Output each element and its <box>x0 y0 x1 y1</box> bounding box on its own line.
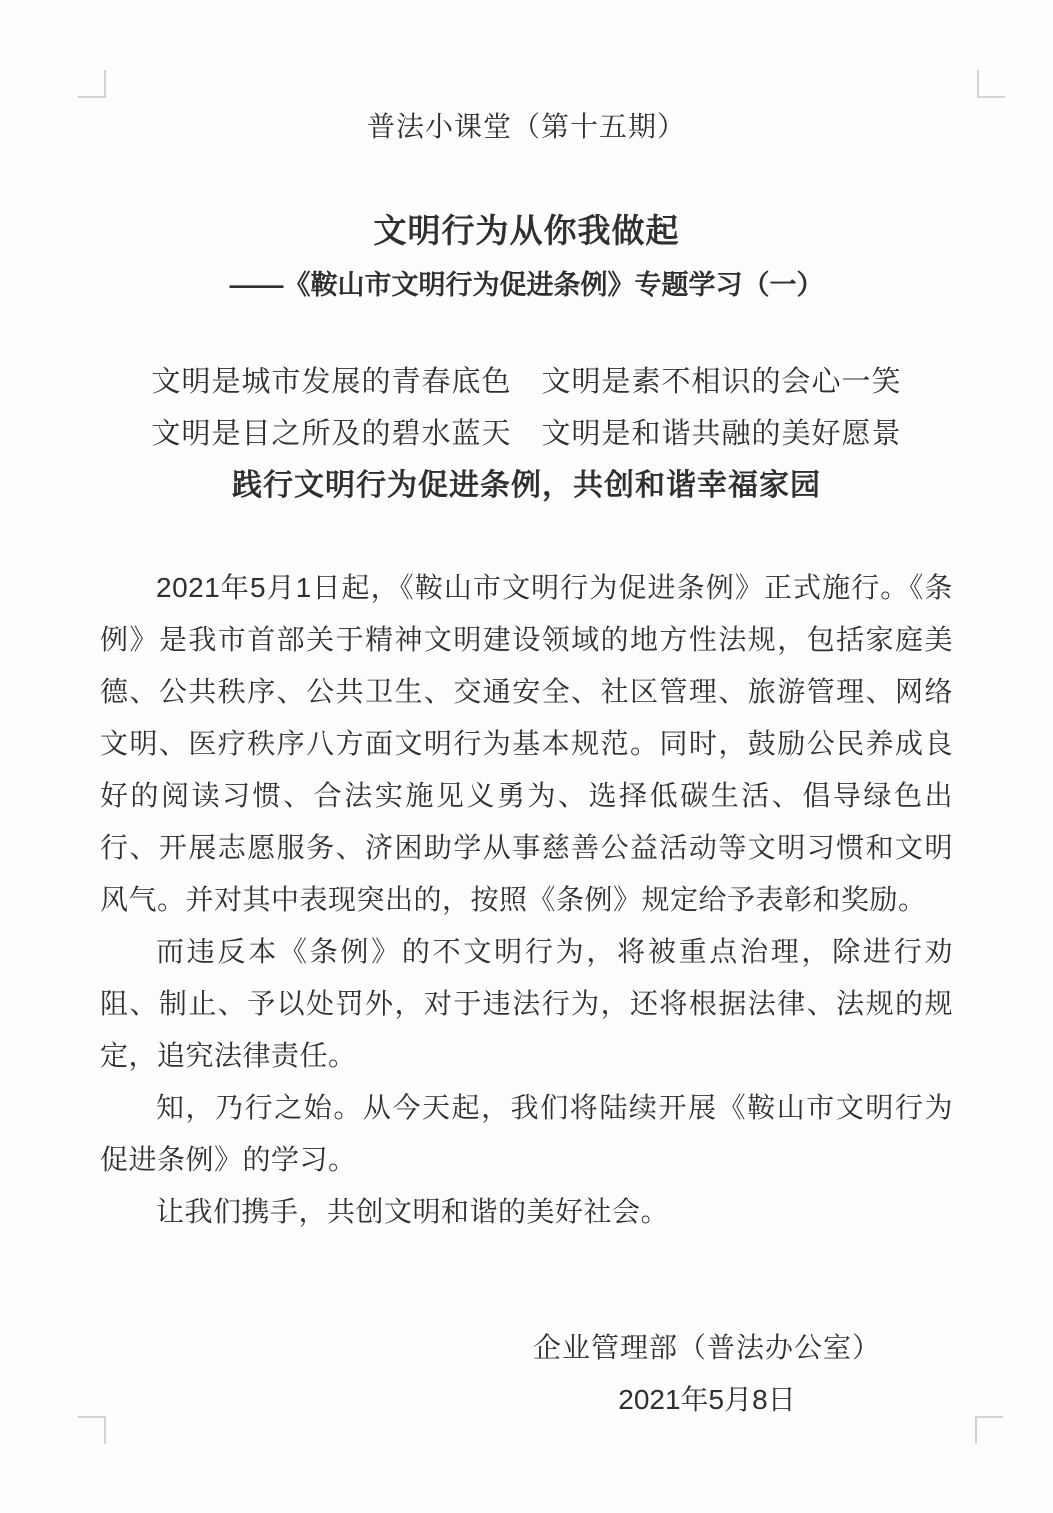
signature-department: 企业管理部（普法办公室） <box>532 1332 881 1363</box>
poem-block <box>100 356 953 512</box>
signature-block <box>533 1324 881 1424</box>
poem-line-2: 文明是目之所及的碧水蓝天 文明是和谐共融的美好愿景 <box>151 418 902 450</box>
poem-line-1: 文明是城市发展的青春底色 文明是素不相识的会心一笑 <box>151 366 902 398</box>
corner-mark-bottom-right <box>975 1416 1003 1444</box>
body-paragraph: 知，乃行之始。从今天起，我们将陆续开展《鞍山市文明行为促进条例》的学习。 <box>100 1092 953 1175</box>
corner-mark-top-left <box>78 70 106 98</box>
corner-mark-bottom-left <box>78 1416 106 1444</box>
body-paragraph: 让我们携手，共创文明和谐的美好社会。 <box>156 1196 670 1227</box>
doc-title: 文明行为从你我做起 <box>373 212 680 249</box>
body-text <box>100 562 953 1238</box>
signature-date: 2021年5月8日 <box>618 1384 796 1415</box>
doc-subtitle: ——《鞍山市文明行为促进条例》专题学习（一） <box>229 270 824 300</box>
body-paragraph: 2021年5月1日起，《鞍山市文明行为促进条例》正式施行。《条例》是我市首部关于精神文明建设领域的地方性法规，包括家庭美德、公共秩序、公共卫生、交通安全、社区管理、旅游管理、网络文明、医疗秩序八方面文明行为基本规范。同时，鼓励公民养成良好的阅读习惯、合法实施见义勇为、选择低碳生活、倡导绿色出行、开展志愿服务、济困助学从事慈善公益活动等文明习惯和文明风气。并对其中表现突出的，按照《条例》规定给予表彰和奖励。 <box>100 572 953 915</box>
corner-mark-top-right <box>977 70 1005 98</box>
body-paragraph: 而违反本《条例》的不文明行为，将被重点治理，除进行劝阻、制止、予以处罚外，对于违法行为，还将根据法律、法规的规定，追究法律责任。 <box>100 936 953 1071</box>
doc-header: 普法小课堂（第十五期） <box>366 111 686 142</box>
slogan-line: 践行文明行为促进条例，共创和谐幸福家园 <box>232 469 821 502</box>
